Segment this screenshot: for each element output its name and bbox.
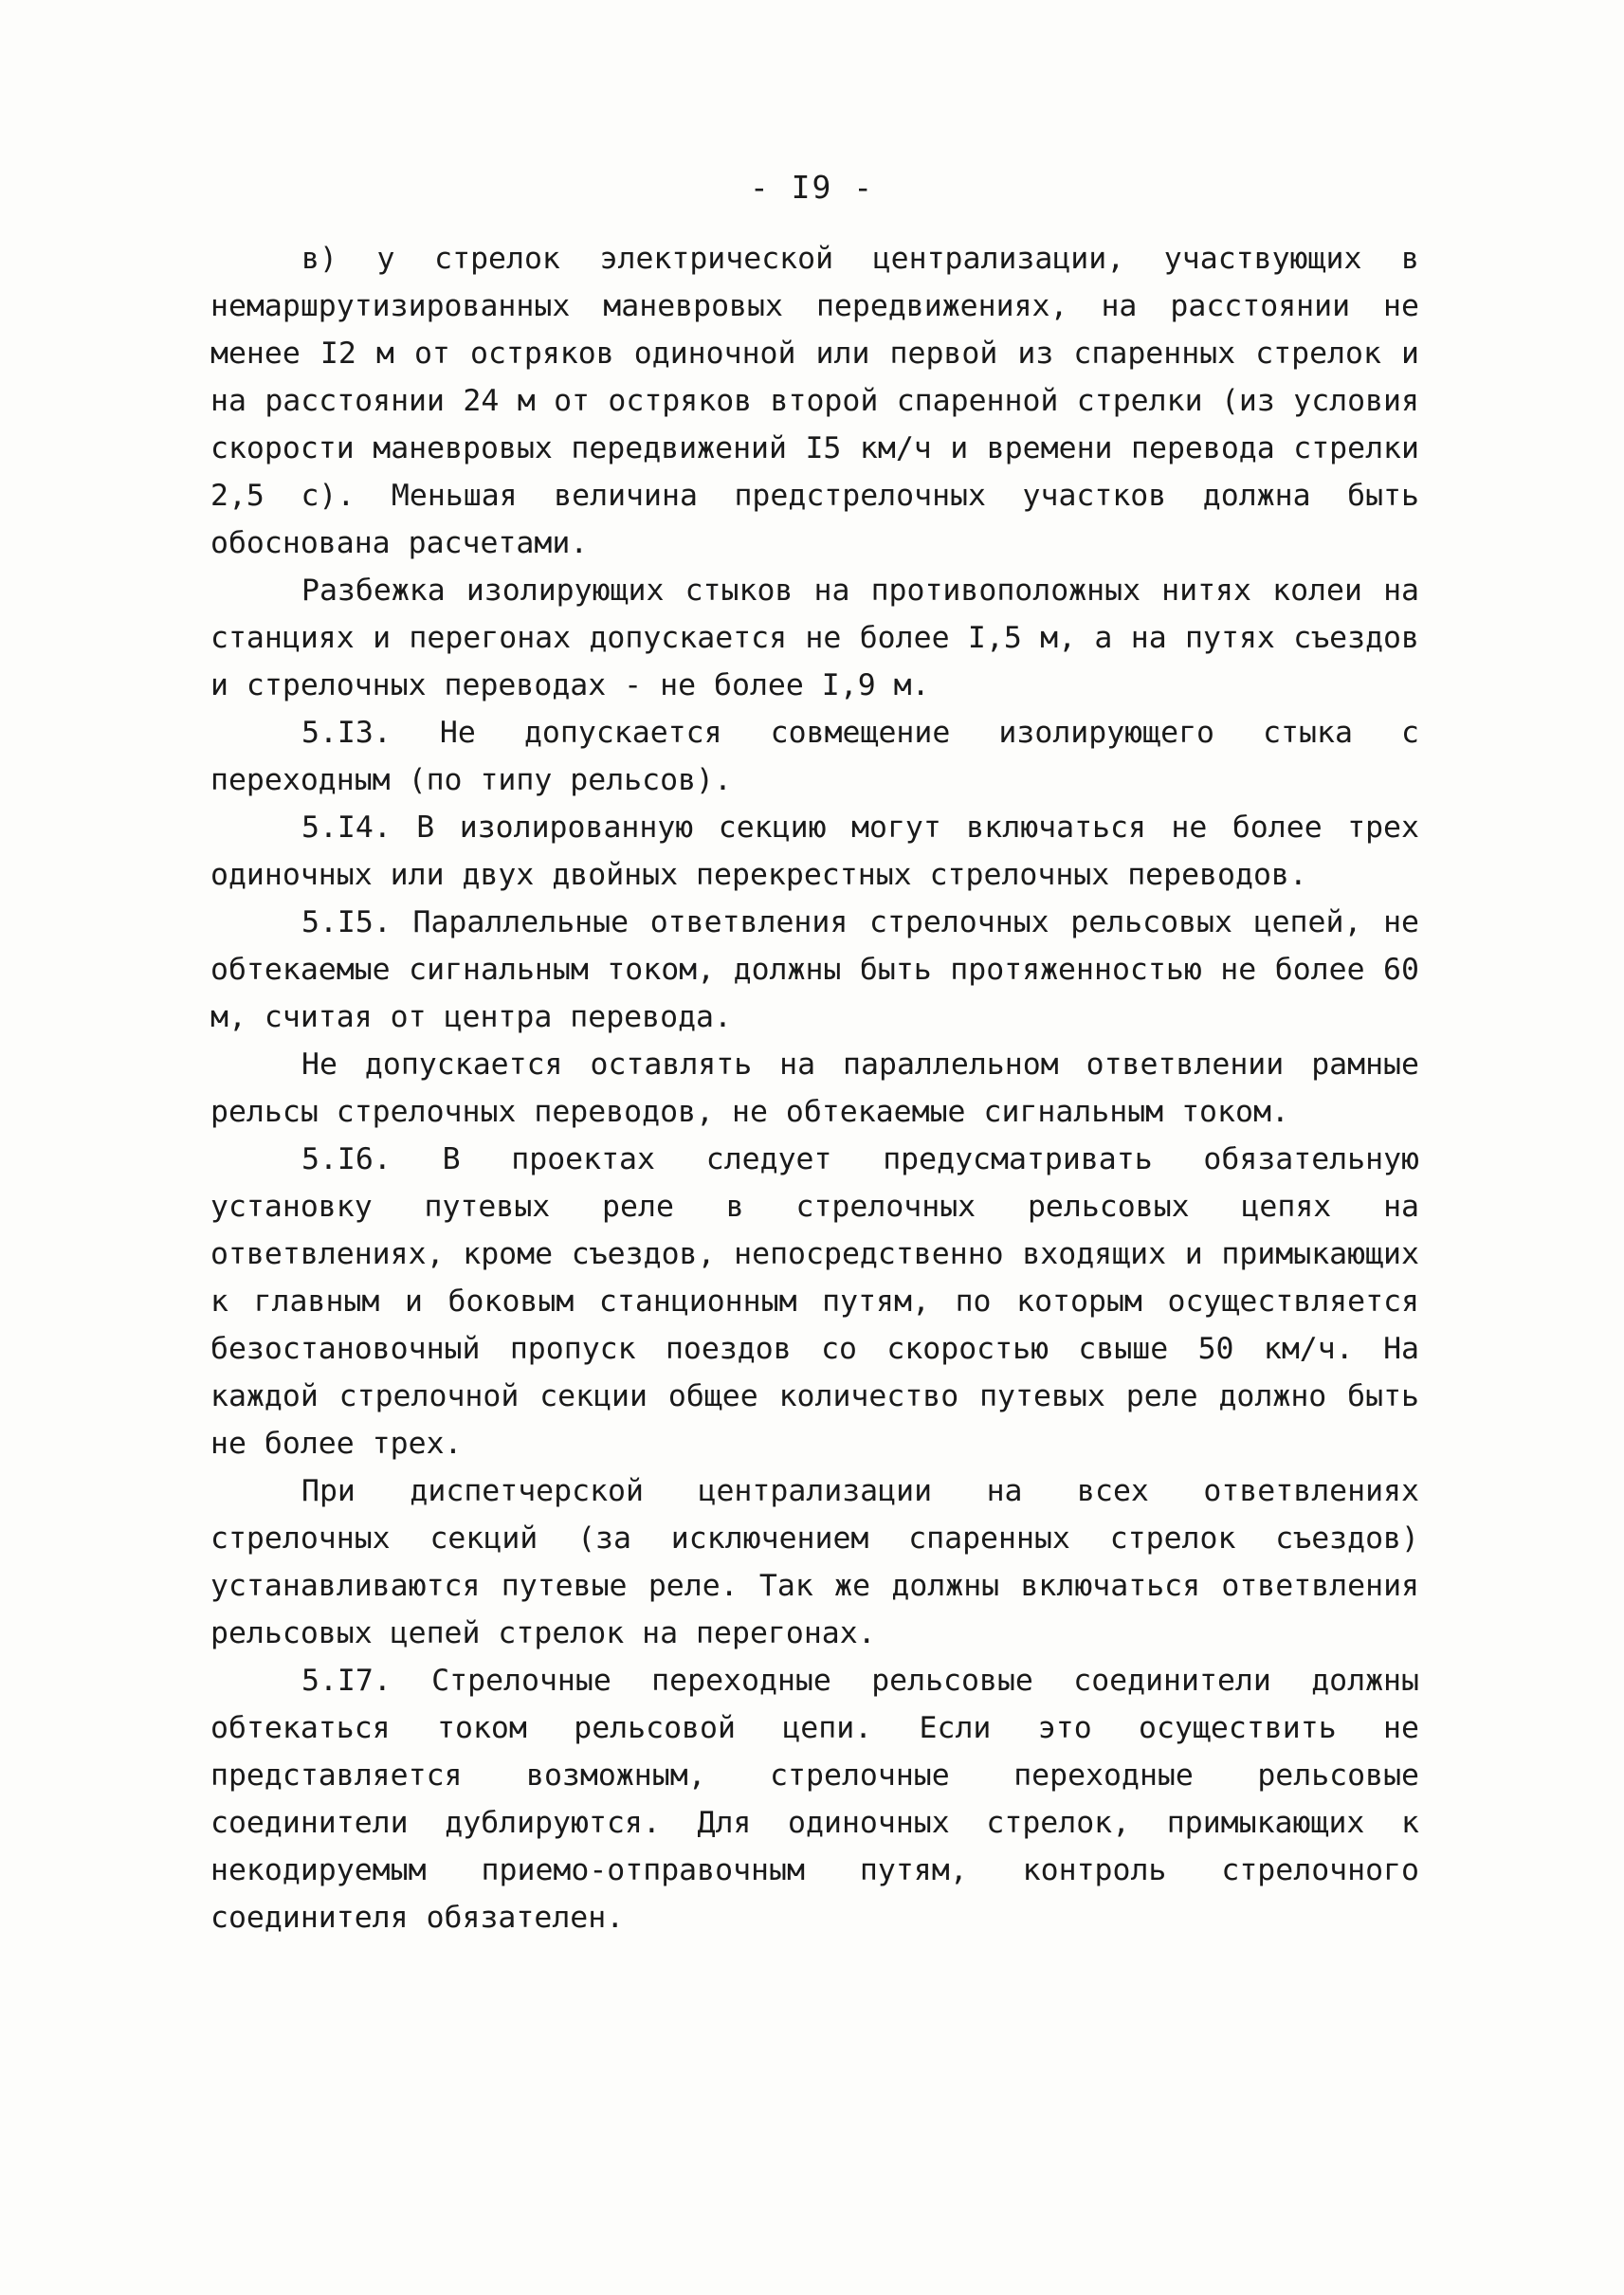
document-body xyxy=(210,235,1419,1941)
paragraph-5-17: 5.I7. Стрелочные переходные рельсовые соединители должны обтекаться током рельсовой цепи. Если это осуществить не представляется возможным, стрелочные переходные рельсовые соединители дублируются. Для одиночных стрелок, примыкающих к некодируемым приемо-отправочным путям, контроль стрелочного соединителя обязателен. xyxy=(210,1664,1419,1935)
paragraph-dispatcher-centralization: При диспетчерской централизации на всех ответвлениях стрелочных секций (за исключением спаренных стрелок съездов) устанавливаются путевые реле. Так же должны включаться ответвления рельсовых цепей стрелок на перегонах. xyxy=(210,1474,1419,1650)
paragraph-joint-offset: Разбежка изолирующих стыков на противоположных нитях колеи на станциях и перегонах допускается не более I,5 м, а на путях съездов и стрелочных переводах - не более I,9 м. xyxy=(210,574,1419,702)
paragraph-5-13: 5.I3. Не допускается совмещение изолирующего стыка с переходным (по типу рельсов). xyxy=(210,716,1419,797)
paragraph-frame-rails: Не допускается оставлять на параллельном ответвлении рамные рельсы стрелочных переводов, не обтекаемые сигнальным током. xyxy=(210,1047,1419,1129)
page-number: - I9 - xyxy=(749,169,875,206)
paragraph-switch-distance: в) у стрелок электрической централизации, участвующих в немаршрутизированных маневровых передвижениях, на расстоянии не менее I2 м от остряков одиночной или первой из спаренных стрелок и на расстоянии 24 м от остряков второй спаренной стрелки (из условия скорости маневровых передвижений I5 км/ч и времени перевода стрелки 2,5 с). Меньшая величина предстрелочных участков должна быть обоснована расчетами. xyxy=(210,242,1419,560)
paragraph-5-15: 5.I5. Параллельные ответвления стрелочных рельсовых цепей, не обтекаемые сигнальным током, должны быть протяженностью не более 60 м, считая от центра перевода. xyxy=(210,905,1419,1034)
paragraph-5-16: 5.I6. В проектах следует предусматривать обязательную установку путевых реле в стрелочных рельсовых цепях на ответвлениях, кроме съездов, непосредственно входящих и примыкающих к главным и боковым станционным путям, по которым осуществляется безостановочный пропуск поездов со скоростью свыше 50 км/ч. На каждой стрелочной секции общее количество путевых реле должно быть не более трех. xyxy=(210,1142,1419,1461)
paragraph-5-14: 5.I4. В изолированную секцию могут включаться не более трех одиночных или двух двойных перекрестных стрелочных переводов. xyxy=(210,811,1419,892)
